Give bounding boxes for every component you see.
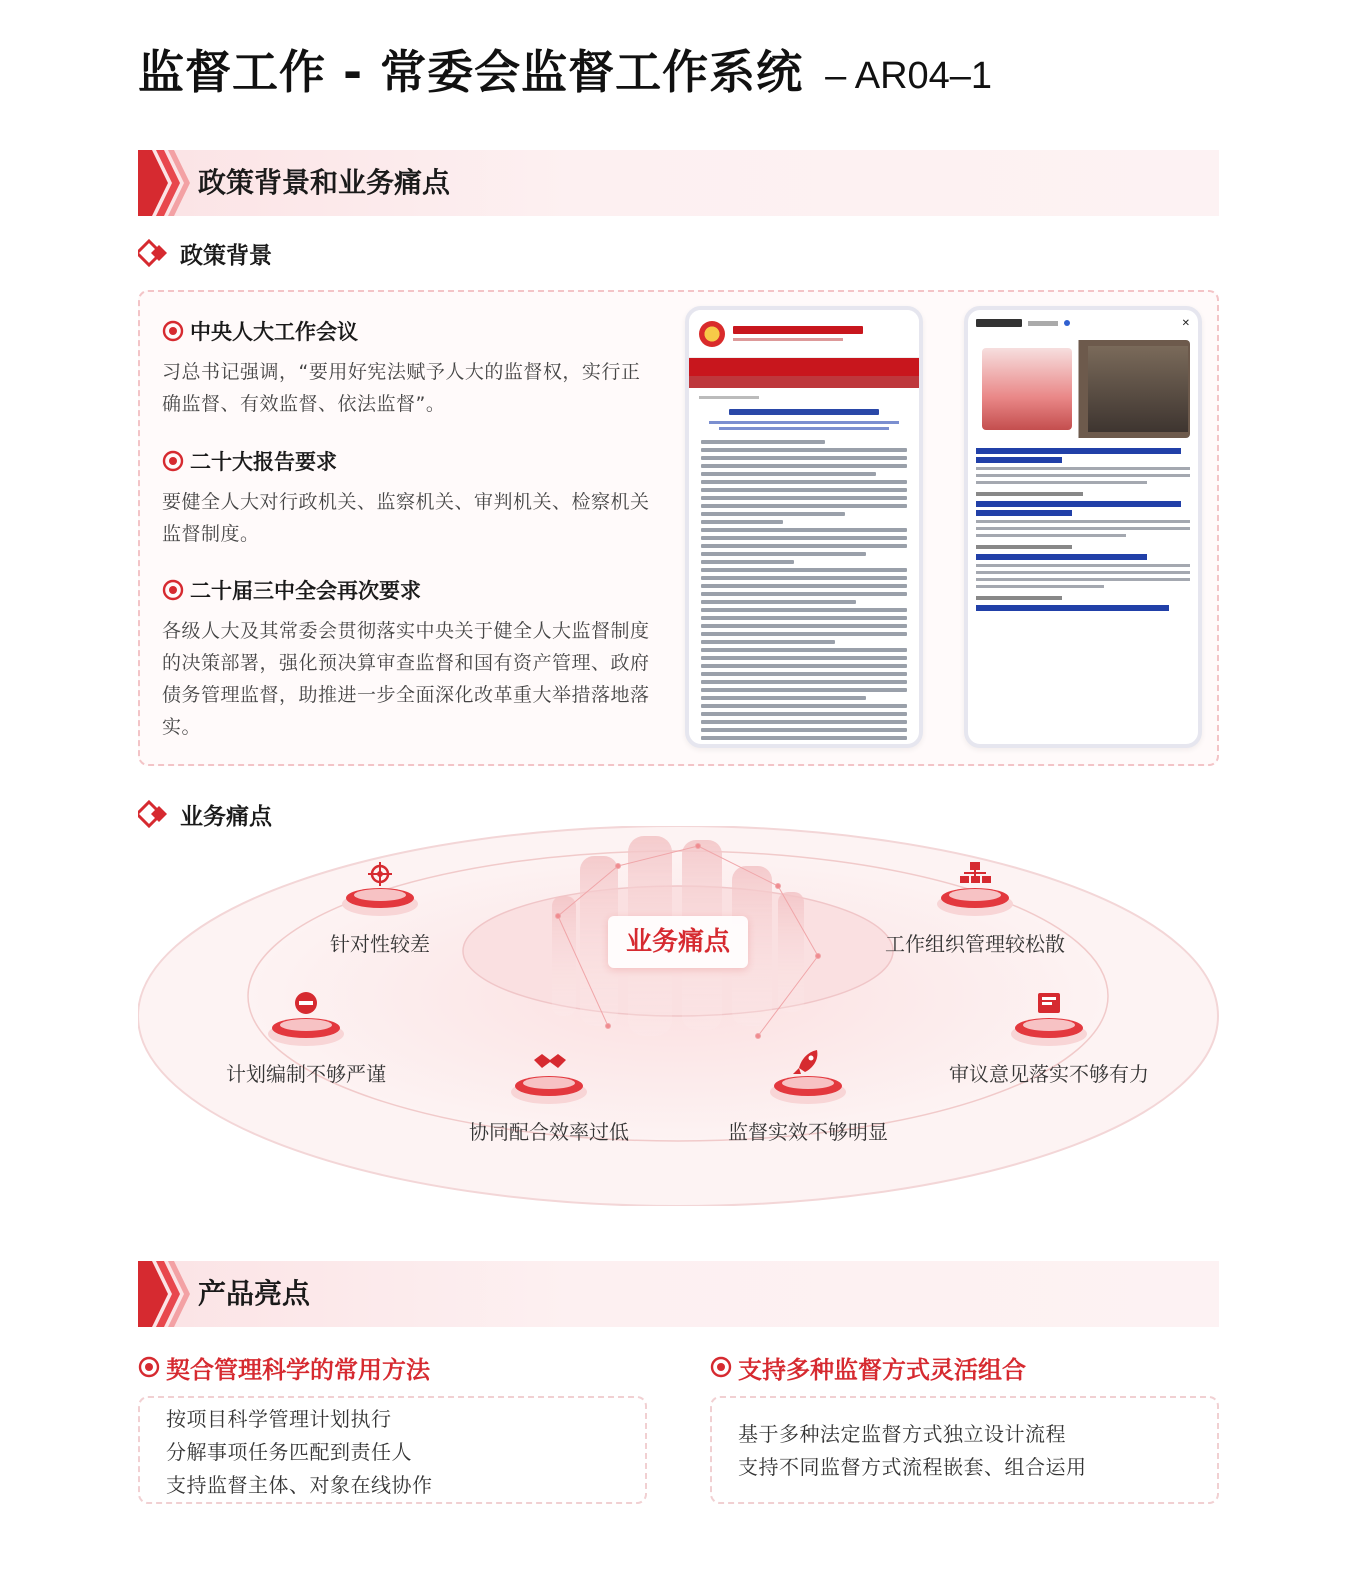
pain-item-label: 针对性较差 bbox=[330, 932, 430, 956]
section-title: 政策背景和业务痛点 bbox=[198, 166, 451, 199]
diamond-icon bbox=[138, 238, 172, 268]
chevron-icon bbox=[138, 1261, 198, 1327]
feature-row: 支持不同监督方式流程嵌套、组合运用 bbox=[738, 1455, 1087, 1479]
policy-item bbox=[162, 316, 652, 420]
feature-title-text: 支持多种监督方式灵活组合 bbox=[738, 1355, 1026, 1384]
pain-item bbox=[434, 1048, 664, 1145]
pain-item bbox=[934, 990, 1164, 1087]
pain-item-label: 审议意见落实不够有力 bbox=[949, 1062, 1149, 1086]
close-icon: ✕ bbox=[1181, 317, 1190, 329]
section-header-features bbox=[138, 1261, 1219, 1327]
feature-row: 分解事项任务匹配到责任人 bbox=[166, 1440, 412, 1464]
section-header-policy bbox=[138, 150, 1219, 216]
target-icon bbox=[162, 450, 184, 472]
target-icon bbox=[710, 1356, 732, 1378]
policy-item-text: 各级人大及其常委会贯彻落实中央关于健全人大监督制度的决策部署，强化预决算审查监督和国有资产管理、政府债务管理监督，助推进一步全面深化改革重大举措落地落实。 bbox=[162, 620, 650, 738]
feature-box bbox=[710, 1396, 1219, 1504]
target-icon bbox=[138, 1356, 160, 1378]
policy-item-title: 二十届三中全会再次要求 bbox=[190, 579, 421, 603]
org-chart-icon bbox=[934, 860, 1016, 918]
feature-box bbox=[138, 1396, 647, 1504]
section-title: 产品亮点 bbox=[198, 1277, 311, 1310]
pain-points-diagram bbox=[138, 826, 1219, 1206]
handshake-icon bbox=[508, 1048, 590, 1106]
target-icon bbox=[339, 860, 421, 918]
chevron-icon bbox=[138, 150, 198, 216]
feature-row: 基于多种法定监督方式独立设计流程 bbox=[738, 1422, 1066, 1446]
sub-header-label: 政策背景 bbox=[180, 242, 272, 269]
pain-item bbox=[693, 1048, 923, 1145]
pain-item bbox=[265, 860, 495, 957]
feature-row: 按项目科学管理计划执行 bbox=[166, 1407, 392, 1431]
minus-circle-icon bbox=[265, 990, 347, 1048]
policy-item-title: 二十大报告要求 bbox=[190, 450, 337, 474]
policy-box bbox=[138, 290, 1219, 766]
policy-item-text: 要健全人大对行政机关、监察机关、审判机关、检察机关监督制度。 bbox=[162, 491, 650, 545]
sub-header-policy bbox=[138, 236, 272, 270]
page-title-code: – AR04–1 bbox=[825, 55, 993, 97]
envelope-icon bbox=[1008, 990, 1090, 1048]
pain-item-label: 监督实效不够明显 bbox=[728, 1120, 888, 1144]
target-icon bbox=[162, 579, 184, 601]
rocket-icon bbox=[767, 1048, 849, 1106]
feature-row: 支持监督主体、对象在线协作 bbox=[166, 1473, 433, 1497]
feature-title bbox=[138, 1350, 430, 1384]
feature-title bbox=[710, 1350, 1026, 1384]
target-icon bbox=[162, 320, 184, 342]
sub-header-label: 业务痛点 bbox=[180, 803, 272, 830]
page-title-main: 监督工作 - 常委会监督工作系统 bbox=[138, 45, 804, 99]
npc-document-screenshot bbox=[685, 306, 923, 748]
pain-item bbox=[860, 860, 1090, 957]
pain-item-label: 计划编制不够严谨 bbox=[226, 1062, 386, 1086]
national-emblem-icon bbox=[699, 321, 725, 347]
feature-title-text: 契合管理科学的常用方法 bbox=[166, 1355, 430, 1384]
policy-item-title: 中央人大工作会议 bbox=[190, 320, 358, 344]
pain-item-label: 协同配合效率过低 bbox=[469, 1120, 629, 1144]
news-photo bbox=[976, 340, 1190, 438]
page-title bbox=[138, 36, 993, 99]
pain-item bbox=[191, 990, 421, 1087]
pain-item-label: 工作组织管理较松散 bbox=[885, 932, 1065, 956]
policy-item bbox=[162, 575, 652, 743]
policy-item-text: 习总书记强调，“要用好宪法赋予人大的监督权，实行正确监督、有效监督、依法监督”。 bbox=[162, 361, 641, 415]
web-search-screenshot bbox=[964, 306, 1202, 748]
policy-item bbox=[162, 446, 652, 550]
pain-center-label: 业务痛点 bbox=[608, 916, 748, 968]
diamond-icon bbox=[138, 799, 172, 829]
